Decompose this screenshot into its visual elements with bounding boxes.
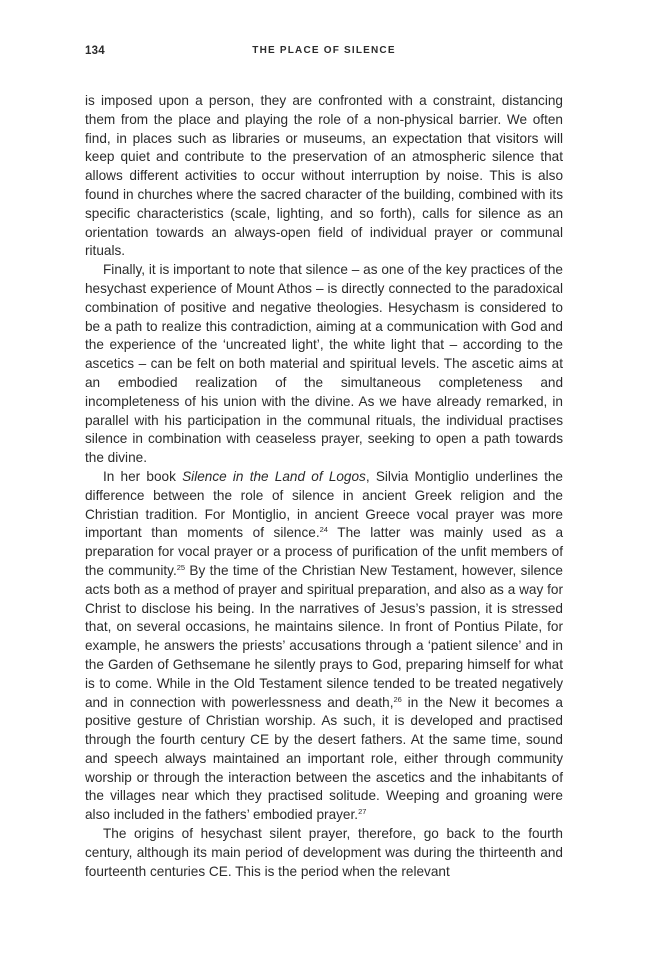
paragraph-3: [85, 468, 563, 825]
paragraph-3-text-c: The latter was mainly used as a preparation for vocal prayer or a process of purification of the unfit members of the community.: [85, 525, 564, 578]
paragraph-3-text-a: In her book: [103, 468, 183, 484]
paragraph-3-text-b: , Silvia Montiglio underlines the difference between the role of silence in ancient Greek religion and the Christian tradition. For Montiglio, in ancient Greece vocal prayer was more important than moments of silence.: [85, 468, 563, 541]
paragraph-3-text-e: in the New it becomes a positive gesture of Christian worship. As such, it is developed and practised through the fourth century CE by the desert fathers. At the same time, sound and speech always maintained an important role, either through community worship or through the interaction between the ascetics and the inhabitants of the villages near which they practised solitude. Weeping and groaning were also included in the fathers’ embodied prayer.: [85, 694, 563, 823]
paragraph-4: The origins of hesychast silent prayer, therefore, go back to the fourth century, although its main period of development was during the thirteenth and fourteenth centuries CE. This is the period when the relevant: [85, 826, 563, 879]
paragraph-3-text-d: By the time of the Christian New Testament, however, silence acts both as a method of prayer and spiritual preparation, and also as a way for Christ to disclose his being. In the narratives of Jesus’s passion, it is stressed that, on several occasions, he maintains silence. In front of Pontius Pilate, for example, he answers the priests’ accusations through a ‘patient silence’ and in the Garden of Gethsemane he silently prays to God, preparing himself for what is to come. While in the Old Testament silence tended to be treated negatively and in connection with powerlessness and death,: [85, 562, 563, 710]
footnote-marker-25: 25: [176, 562, 186, 572]
page-header: [85, 45, 563, 61]
book-title: Silence in the Land of Logos: [182, 468, 366, 484]
running-head: THE PLACE OF SILENCE: [252, 45, 396, 56]
paragraph-2: Finally, it is important to note that silence – as one of the key practices of the hesychast experience of Mount Athos – is directly connected to the paradoxical combination of positive and negative theologies. Hesychasm is considered to be a path to realize this contradiction, aiming at a communication with God and the experience of the ‘uncreated light’, the white light that – according to the ascetics – can be felt on both material and spiritual levels. The ascetic aims at an embodied realization of the simultaneous completeness and incompleteness of his union with the divine. As we have already remarked, in parallel with his participation in the communal rituals, the individual practises silence in combination with ceaseless prayer, seeking to open a path towards the divine.: [85, 262, 563, 466]
footnote-marker-26: 26: [393, 694, 402, 704]
body-text: [85, 92, 563, 881]
footnote-marker-27: 27: [358, 807, 367, 817]
paragraph-1: is imposed upon a person, they are confronted with a constraint, distancing them from the place and playing the role of a non-physical barrier. We often find, in places such as libraries or museums, an expectation that visitors will keep quiet and contribute to the preservation of an atmospheric silence that allows different activities to occur without interruption by noise. This is also found in churches where the sacred character of the building, combined with its specific characteristics (scale, lighting, and so forth), calls for silence as an orientation towards an always-open field of individual prayer or communal rituals.: [85, 93, 563, 259]
footnote-marker-24: 24: [319, 525, 328, 535]
page-number: 134: [85, 45, 105, 57]
